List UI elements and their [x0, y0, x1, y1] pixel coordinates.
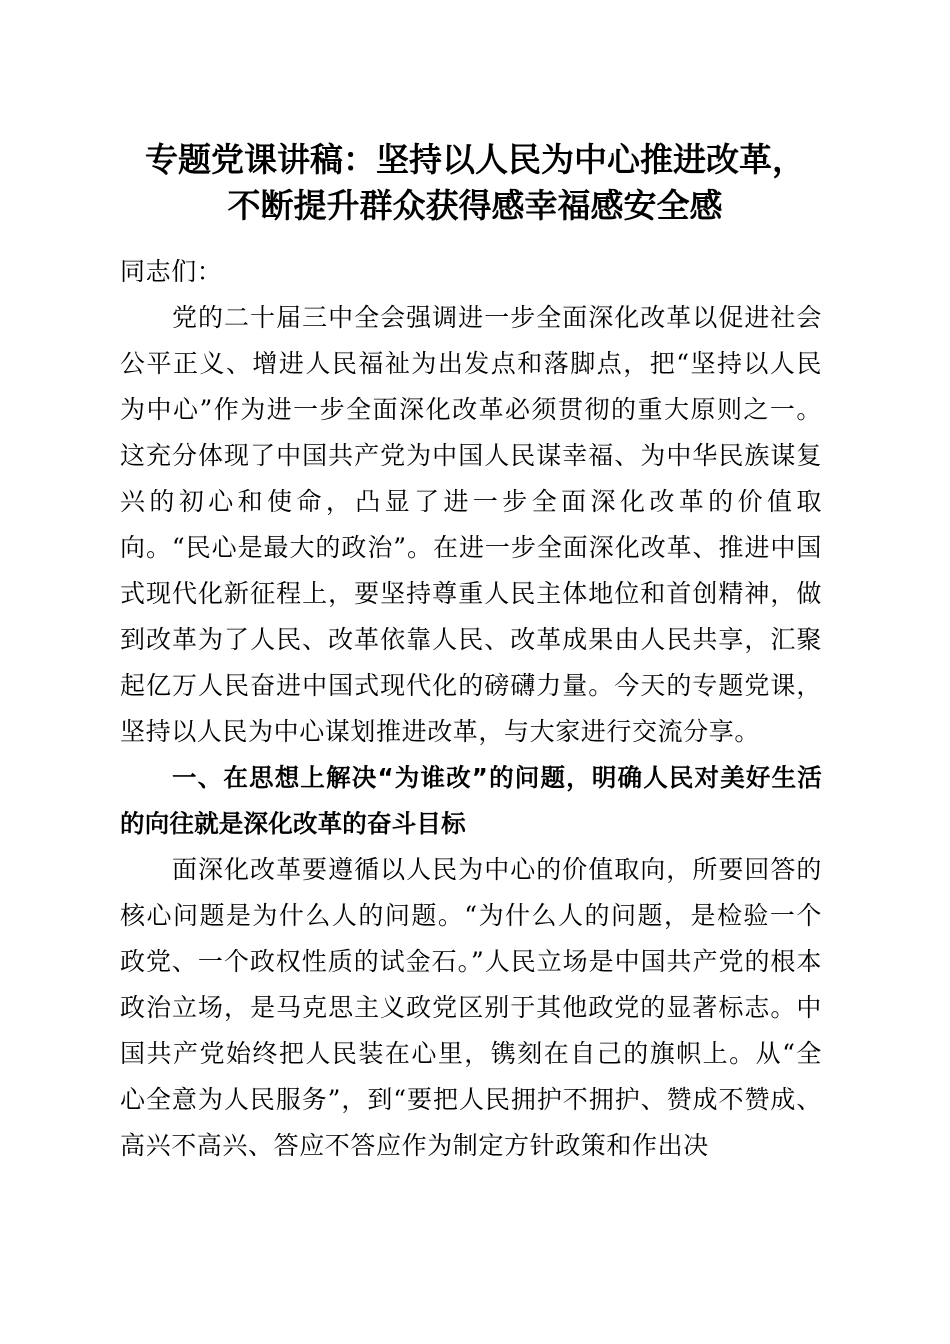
- paragraph-section-1: 面深化改革要遵循以人民为中心的价值取向，所要回答的核心问题是为什么人的问题。“为什么人的问题，是检验一个政党、一个政权性质的试金石。”人民立场是中国共产党的根本政治立场，是马克思主义政党区别于其他政党的显著标志。中国共产党始终把人民装在心里，镌刻在自己的旗帜上。从“全心全意为人民服务”，到“要把人民拥护不拥护、赞成不赞成、高兴不高兴、答应不答应作为制定方针政策和作出决: [120, 855, 822, 1160]
- paragraph-introduction: 党的二十届三中全会强调进一步全面深化改革以促进社会公平正义、增进人民福祉为出发点和落脚点，把“坚持以人民为中心”作为进一步全面深化改革必须贯彻的重大原则之一。这充分体现了中国共产党为中国人民谋幸福、为中华民族谋复兴的初心和使命，凸显了进一步全面深化改革的价值取向。“民心是最大的政治”。在进一步全面深化改革、推进中国式现代化新征程上，要坚持尊重人民主体地位和首创精神，做到改革为了人民、改革依靠人民、改革成果由人民共享，汇聚起亿万人民奋进中国式现代化的磅礴力量。今天的专题党课，坚持以人民为中心谋划推进改革，与大家进行交流分享。: [120, 303, 822, 746]
- section-heading-1: 一、在思想上解决“为谁改”的问题，明确人民对美好生活的向往就是深化改革的奋斗目标: [120, 763, 822, 838]
- document-title-line-2: 不断提升群众获得感幸福感安全感: [227, 186, 723, 225]
- document-title-line-1: 专题党课讲稿：坚持以人民为中心推进改革，: [145, 140, 805, 179]
- document-body: [120, 249, 822, 1169]
- salutation: 同志们：: [120, 257, 223, 286]
